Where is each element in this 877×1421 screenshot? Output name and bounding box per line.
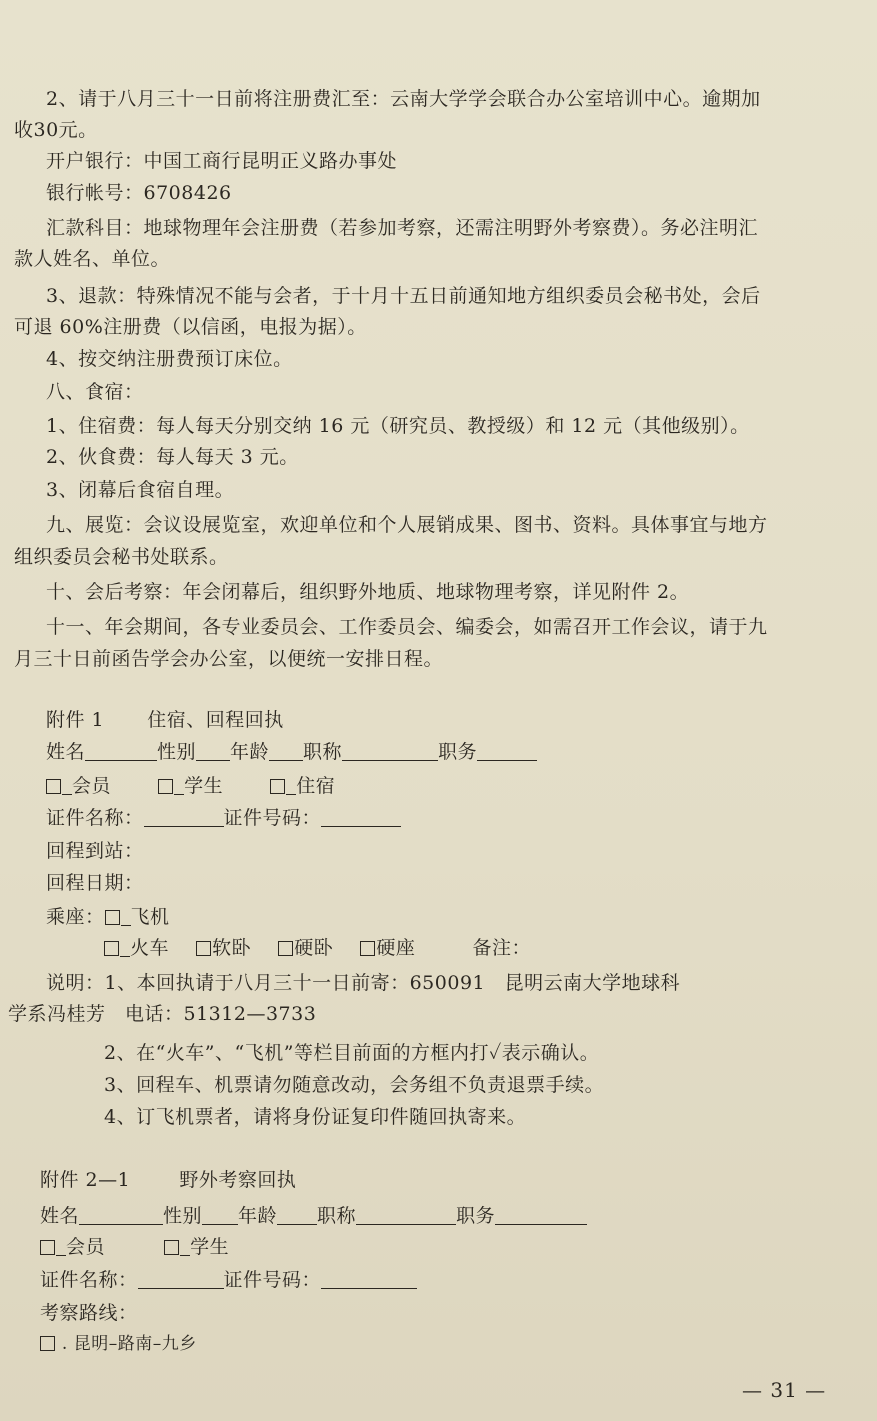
form1-id-no-label: 证件号码： xyxy=(223,807,322,829)
form2-route1-label: . 昆明–路南–九乡 xyxy=(61,1334,197,1354)
form2-route-label: 考察路线： xyxy=(40,1302,138,1324)
form1-student-underline xyxy=(174,776,184,795)
form1-lodging-underline xyxy=(286,776,296,795)
meeting-period-line1: 十一、年会期间，各专业委员会、工作委员会、编委会，如需召开工作会议，请于九 xyxy=(46,616,768,638)
form1-attach-number: 附件 1 xyxy=(46,709,105,731)
form2-route-option xyxy=(40,1331,197,1357)
remit-subject-line2: 款人姓名、单位。 xyxy=(14,248,171,270)
form2-id-row xyxy=(40,1267,417,1293)
form1-student-checkbox[interactable] xyxy=(158,779,173,794)
meal-fee: 2、伙食费：每人每天 3 元。 xyxy=(46,446,299,468)
form2-id-no-field[interactable] xyxy=(321,1270,417,1289)
form1-heading xyxy=(46,707,284,733)
form1-member-underline xyxy=(62,776,72,795)
form1-age-label: 年龄 xyxy=(230,741,270,763)
meeting-period-line2: 月三十日前函告学会办公室，以便统一安排日程。 xyxy=(14,648,444,670)
form1-status-row xyxy=(46,773,335,799)
form1-return-date: 回程日期： xyxy=(46,872,144,894)
form1-name-label: 姓名 xyxy=(46,741,86,763)
refund-line1: 3、退款：特殊情况不能与会者，于十月十五日前通知地方组织委员会秘书处，会后 xyxy=(46,285,761,307)
form2-id-no-label: 证件号码： xyxy=(223,1269,322,1291)
form1-note1-line1: 说明：1、本回执请于八月三十一日前寄：650091 昆明云南大学地球科 xyxy=(46,972,681,994)
form2-student-checkbox[interactable] xyxy=(164,1240,179,1255)
form2-age-label: 年龄 xyxy=(238,1205,278,1227)
bed-booking: 4、按交纳注册费预订床位。 xyxy=(46,348,293,370)
form1-plane-underline xyxy=(121,907,131,926)
form2-student-underline xyxy=(180,1237,190,1256)
form1-note3: 3、回程车、机票请勿随意改动，会务组不负责退票手续。 xyxy=(104,1074,605,1096)
form2-member-underline xyxy=(56,1237,66,1256)
form2-id-name-field[interactable] xyxy=(138,1270,224,1289)
form1-hard-sleeper-label: 硬卧 xyxy=(294,937,334,959)
form1-train-underline xyxy=(120,938,130,957)
form2-route1-checkbox[interactable] xyxy=(40,1336,55,1351)
form1-member-label: 会员 xyxy=(72,775,112,797)
form1-personal-row xyxy=(46,739,537,765)
form2-rank-label: 职称 xyxy=(317,1205,357,1227)
page-number: — 31 — xyxy=(742,1378,827,1402)
section-heading-lodging: 八、食宿： xyxy=(46,381,144,403)
form2-name-label: 姓名 xyxy=(40,1205,80,1227)
form1-plane-checkbox[interactable] xyxy=(105,910,120,925)
form1-note4: 4、订飞机票者，请将身份证复印件随回执寄来。 xyxy=(104,1106,527,1128)
after-closing: 3、闭幕后食宿自理。 xyxy=(46,479,235,501)
form2-position-field[interactable] xyxy=(495,1206,587,1225)
form1-plane-label: 飞机 xyxy=(130,906,170,928)
form1-soft-sleeper-label: 软卧 xyxy=(212,937,252,959)
lodging-fee: 1、住宿费：每人每天分别交纳 16 元（研究员、教授级）和 12 元（其他级别）。 xyxy=(46,415,750,437)
post-meeting-tour: 十、会后考察：年会闭幕后，组织野外地质、地球物理考察，详见附件 2。 xyxy=(46,581,690,603)
form1-id-name-field[interactable] xyxy=(144,808,224,827)
form2-id-name-label: 证件名称： xyxy=(40,1269,138,1291)
form1-note1-line2: 学系冯桂芳 电话：51312—3733 xyxy=(8,1003,317,1025)
form1-soft-sleeper-checkbox[interactable] xyxy=(196,941,211,956)
form1-id-no-field[interactable] xyxy=(321,808,401,827)
form1-member-checkbox[interactable] xyxy=(46,779,61,794)
paragraph-remit-line2: 收30元。 xyxy=(14,119,98,141)
form1-title: 住宿、回程回执 xyxy=(147,709,284,731)
form2-personal-row xyxy=(40,1203,587,1229)
form1-lodging-checkbox[interactable] xyxy=(270,779,285,794)
form1-train-label: 火车 xyxy=(130,937,170,959)
form1-hard-sleeper-checkbox[interactable] xyxy=(278,941,293,956)
refund-line2: 可退 60%注册费（以信函，电报为据）。 xyxy=(14,316,367,338)
form2-status-row xyxy=(40,1234,229,1260)
form1-hard-seat-label: 硬座 xyxy=(376,937,416,959)
form2-student-label: 学生 xyxy=(190,1236,230,1258)
exhibition-line1: 九、展览：会议设展览室，欢迎单位和个人展销成果、图书、资料。具体事宜与地方 xyxy=(46,514,768,536)
form1-rank-field[interactable] xyxy=(342,742,438,761)
remit-subject-line1: 汇款科目：地球物理年会注册费（若参加考察，还需注明野外考察费）。务必注明汇 xyxy=(46,217,759,239)
form2-name-field[interactable] xyxy=(79,1206,163,1225)
form2-rank-field[interactable] xyxy=(356,1206,456,1225)
form2-member-checkbox[interactable] xyxy=(40,1240,55,1255)
form2-gender-field[interactable] xyxy=(202,1206,238,1225)
form1-ride-label: 乘座： xyxy=(46,906,105,928)
form2-age-field[interactable] xyxy=(277,1206,317,1225)
form1-student-label: 学生 xyxy=(184,775,224,797)
form1-hard-seat-checkbox[interactable] xyxy=(360,941,375,956)
form2-member-label: 会员 xyxy=(66,1236,106,1258)
form1-lodging-label: 住宿 xyxy=(296,775,336,797)
form1-gender-field[interactable] xyxy=(196,742,230,761)
form2-title: 野外考察回执 xyxy=(179,1169,297,1191)
form1-name-field[interactable] xyxy=(85,742,157,761)
form1-train-row xyxy=(104,935,531,961)
form1-id-row xyxy=(46,805,401,831)
paragraph-remit-line1: 2、请于八月三十一日前将注册费汇至：云南大学学会联合办公室培训中心。逾期加 xyxy=(46,88,761,110)
form1-position-label: 职务 xyxy=(438,741,478,763)
form1-ride-row xyxy=(46,904,170,930)
form1-position-field[interactable] xyxy=(477,742,537,761)
form1-rank-label: 职称 xyxy=(303,741,343,763)
form2-gender-label: 性别 xyxy=(163,1205,203,1227)
form1-return-station: 回程到站： xyxy=(46,840,144,862)
bank-account: 银行帐号：6708426 xyxy=(46,182,232,204)
form1-id-name-label: 证件名称： xyxy=(46,807,144,829)
form1-gender-label: 性别 xyxy=(157,741,197,763)
form1-note2: 2、在“火车”、“飞机”等栏目前面的方框内打✓表示确认。 xyxy=(104,1042,600,1064)
form2-heading xyxy=(40,1167,296,1193)
form1-age-field[interactable] xyxy=(269,742,303,761)
form1-train-checkbox[interactable] xyxy=(104,941,119,956)
form1-remarks-label: 备注： xyxy=(472,937,531,959)
form2-attach-number: 附件 2—1 xyxy=(40,1169,131,1191)
bank-name: 开户银行：中国工商行昆明正义路办事处 xyxy=(46,150,398,172)
form2-position-label: 职务 xyxy=(456,1205,496,1227)
exhibition-line2: 组织委员会秘书处联系。 xyxy=(14,546,229,568)
